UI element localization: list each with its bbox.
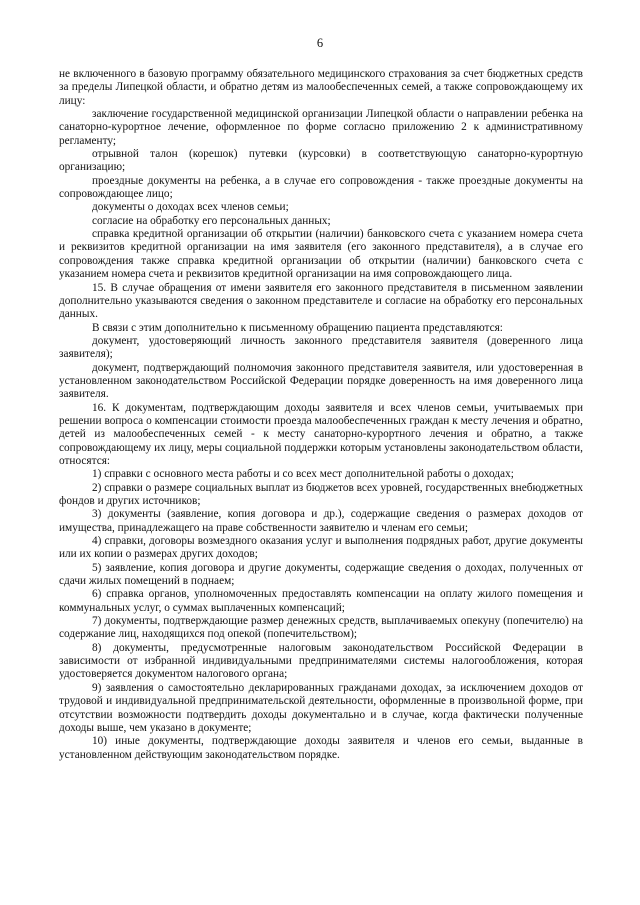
paragraph-additional-documents: В связи с этим дополнительно к письменному обращению пациента представляются:	[92, 321, 503, 334]
paragraph-travel-documents: проездные документы на ребенка, а в случае его сопровождения - также проездные документы на сопровождающее лицо;	[59, 174, 583, 201]
list-item-8: 8) документы, предусмотренные налоговым законодательством Российской Федерации в зависимости от избранной индивидуальными предпринимателями системы налогообложения, которая удостоверяется документом налогового органа;	[59, 641, 583, 681]
paragraph-consent: согласие на обработку его персональных данных;	[92, 214, 331, 227]
list-item-5: 5) заявление, копия договора и другие документы, содержащие сведения о доходах, полученных от сдачи жилых помещений в поднаем;	[59, 561, 583, 588]
list-item-6: 6) справка органов, уполномоченных предоставлять компенсации на оплату жилого помещения и коммунальных услуг, о суммах выплаченных компенсаций;	[59, 588, 583, 614]
paragraph-medical-conclusion: заключение государственной медицинской организации Липецкой области о направлении ребенка на санаторно-курортное лечение, оформленное по форме согласно приложению 2 к административному регламенту;	[59, 108, 583, 147]
list-item-4: 4) справки, договоры возмездного оказания услуг и выполнения подрядных работ, другие документы или их копии о размерах других доходов;	[59, 535, 583, 561]
paragraph-income-documents: документы о доходах всех членов семьи;	[92, 201, 289, 214]
paragraph-bank-certificate: справка кредитной организации об открытии (наличии) банковского счета с указанием номера счета и реквизитов кредитной организации на имя заявителя (его законного представителя), а в случае его сопровождения также справка кредитной организации об открытии (наличии) банковского счета с указанием номера счета и реквизитов кредитной организации на имя сопровождающего лица.	[59, 228, 583, 281]
list-item-9: 9) заявления о самостоятельно декларированных гражданами доходах, за исключением доходов от трудовой и индивидуальной предпринимательской деятельности, оформленные в произвольной форме, при отсутствии возможности подтвердить доходы документально и в случае, когда фактически полученные доходы выше, чем указано в документе;	[59, 681, 583, 734]
list-item-1: 1) справки с основного места работы и со всех мест дополнительной работы о доходах;	[92, 468, 514, 481]
paragraph-item-16: 16. К документам, подтверждающим доходы заявителя и всех членов семьи, учитываемых при решении вопроса о компенсации стоимости проезда малообеспеченных граждан к месту лечения и обратно, детей из малообеспеченных семей - к месту санаторно-курортного лечения и обратно, а также сопровождающему их лицу, меры социальной поддержки которым установлены законодательством области, относятся:	[59, 401, 583, 467]
paragraph-item-15: 15. В случае обращения от имени заявителя его законного представителя в письменном заявлении дополнительно указываются сведения о законном представителе и согласие на обработку его персональных данных.	[59, 281, 583, 321]
list-item-2: 2) справки о размере социальных выплат из бюджетов всех уровней, государственных внебюджетных фондов и других источников;	[59, 481, 583, 507]
list-item-3: 3) документы (заявление, копия договора и др.), содержащие сведения о размерах доходов от имущества, принадлежащего на праве собственности заявителю и членам его семьи;	[59, 508, 583, 534]
paragraph-authority-document: документ, подтверждающий полномочия законного представителя заявителя, или удостоверенная в установленном законодательством Российской Федерации порядке доверенность на имя доверенного лица заявителя.	[59, 361, 583, 401]
paragraph-voucher-stub: отрывной талон (корешок) путевки (курсовки) в соответствующую санаторно-курортную организацию;	[59, 148, 583, 174]
paragraph-intro-continuation: не включенного в базовую программу обязательного медицинского страхования за счет бюджетных средств за пределы Липецкой области, и обратно детям из малообеспеченных семей, а также сопровождающему их лицу:	[59, 68, 583, 107]
list-item-10: 10) иные документы, подтверждающие доходы заявителя и членов его семьи, выданные в установленном действующим законодательством порядке.	[59, 735, 583, 761]
page-number: 6	[316, 36, 324, 50]
paragraph-identity-document: документ, удостоверяющий личность законного представителя заявителя (доверенного лица заявителя);	[59, 334, 583, 361]
document-body	[59, 68, 583, 762]
list-item-7: 7) документы, подтверждающие размер денежных средств, выплачиваемых опекуну (попечителю) на содержание лиц, находящихся под опекой (попечительством);	[59, 615, 583, 641]
